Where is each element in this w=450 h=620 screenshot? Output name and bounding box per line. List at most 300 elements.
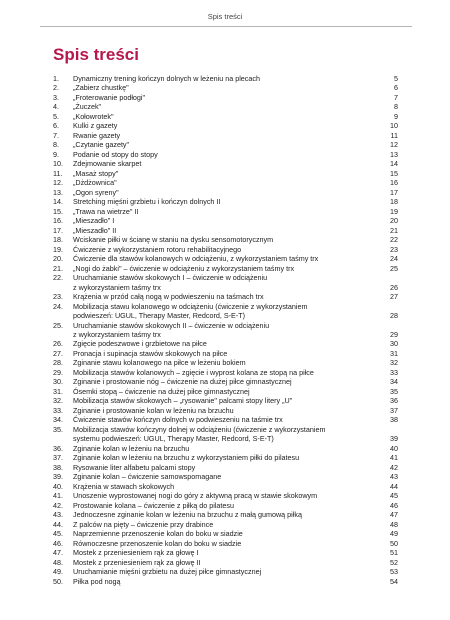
toc-entry-text: Uruchamianie stawów skokowych II – ćwiczenie w odciążeniu [73,320,270,330]
toc-entry-text: Zginanie i prostowanie nóg – ćwiczenie na dużej piłce gimnastycznej [73,377,292,387]
toc-entry-text: systemu podwieszeń: UGUL, Therapy Master, Redcord, S-E-T) [73,434,274,444]
toc-entry-text: Ćwiczenie z wykorzystaniem rotoru rehabilitacyjnego [73,244,242,254]
toc-entry-line [73,567,398,576]
toc-entry-number: 22. [53,273,63,283]
toc-entry-line [73,112,398,121]
toc-page-number: 52 [390,557,398,567]
toc-entry-text: Mostek z przeniesieniem rąk za głowę I [73,548,199,558]
toc-entry-title [73,453,398,462]
toc-entry-text: Krążenia w przód całą nogą w podwieszeniu na taśmach trx [73,292,264,302]
toc-page-number: 46 [390,500,398,510]
header-divider [40,26,412,27]
toc-entry-title [73,83,398,92]
toc-page-number: 25 [390,263,398,273]
toc-entry [53,368,398,377]
toc-entry-line [73,140,398,149]
toc-page-number [376,273,398,282]
toc-entry-line [73,102,398,111]
toc-entry-line [73,93,398,102]
toc-entry-text: Zginanie kolan w leżeniu na brzuchu [73,443,190,453]
toc-entry-text: „Czytanie gazety" [73,140,130,150]
toc-entry-line [73,131,398,140]
toc-entry-number: 32. [53,396,63,406]
toc-entry-text: „Kołowrotek" [73,111,114,121]
toc-entry-text: Rwanie gazety [73,130,121,140]
toc-entry-title [73,159,398,168]
toc-entry [53,226,398,235]
toc-entry-line [73,321,398,330]
toc-entry-line [73,188,398,197]
toc-entry-line [73,245,398,254]
toc-entry-text: Mobilizacja stawów skokowych – „rysowanie" palcami stopy litery „U" [73,396,293,406]
toc-entry-number: 35. [53,424,63,434]
toc-entry [53,463,398,472]
toc-entry [53,491,398,500]
toc-entry-number: 38. [53,462,63,472]
toc-entry [53,302,398,321]
toc-entry-text: Jednoczesne zginanie kolan w leżeniu na brzuchu z małą gumową piłką [73,510,302,520]
toc-entry-title [73,491,398,500]
toc-entry-number: 1. [53,74,59,83]
toc-page-number [376,321,398,330]
toc-page-number: 31 [390,348,398,358]
toc-entry [53,159,398,168]
toc-entry [53,453,398,462]
toc-entry [53,178,398,187]
toc-entry-line [73,491,398,500]
toc-entry [53,415,398,424]
toc-entry-title [73,472,398,481]
toc-entry-line [73,358,398,367]
toc-page-number: 53 [390,567,398,577]
toc-page-number: 50 [390,538,398,548]
toc-entry-line [73,577,398,586]
toc-entry-title [73,567,398,576]
toc-entry-title [73,169,398,178]
toc-entry [53,539,398,548]
toc-entry-title [73,74,398,83]
toc-entry-title [73,188,398,197]
toc-entry [53,216,398,225]
toc-entry [53,273,398,292]
toc-page-number: 33 [390,367,398,377]
toc-entry-title [73,292,398,301]
toc-entry-text: Prostowanie kolana – ćwiczenie z piłką do pilatesu [73,500,235,510]
toc-entry [53,577,398,586]
toc-entry-line [73,339,398,348]
toc-entry-text: Zginanie kolan w leżeniu na brzuchu z wykorzystaniem piłki do pilatesu [73,453,300,463]
toc-entry-title [73,131,398,140]
toc-entry-number: 44. [53,519,63,529]
toc-entry-text: Dynamiczny trening kończyn dolnych w leżeniu na plecach [73,74,260,83]
toc-entry-number: 17. [53,225,63,235]
toc-page-number: 54 [390,576,398,586]
toc-entry-number: 6. [53,121,59,131]
toc-entry-text: Zdejmowanie skarpet [73,159,142,169]
toc-page-number: 36 [390,396,398,406]
toc-entry-title [73,520,398,529]
toc-entry-text: „Froterowanie podłogi" [73,92,146,102]
page-title: Spis treści [53,45,139,64]
toc-entry-title [73,377,398,386]
running-header: Spis treści [207,12,243,21]
toc-entry-number: 39. [53,472,63,482]
toc-entry-text: Rysowanie liter alfabetu palcami stopy [73,462,196,472]
toc-entry [53,529,398,538]
toc-entry-title [73,93,398,102]
toc-entry-number: 37. [53,453,63,463]
toc-entry-number: 25. [53,320,63,330]
toc-entry-line [73,235,398,244]
toc-entry [53,444,398,453]
toc-entry-number: 18. [53,235,63,245]
toc-entry [53,396,398,405]
toc-entry-text: Z palców na pięty – ćwiczenie przy drabince [73,519,214,529]
toc-entry [53,292,398,301]
toc-entry-line [73,302,398,311]
toc-entry-line [73,349,398,358]
toc-entry [53,567,398,576]
toc-entry-number: 4. [53,102,59,112]
toc-entry-title [73,387,398,396]
toc-entry-number: 23. [53,292,63,302]
toc-entry [53,102,398,111]
toc-entry-text: Zginanie i prostowanie kolan w leżeniu na brzuchu [73,405,234,415]
toc-page-number [376,302,398,311]
toc-entry-number: 40. [53,481,63,491]
toc-page-number: 27 [390,292,398,302]
toc-entry-text: „Masaż stopy" [73,168,119,178]
toc-entry-text: Uruchamianie mięśni grzbietu na dużej piłce gimnastycznej [73,567,262,577]
toc-entry-text: „Trawa na wietrze" II [73,206,139,216]
toc-entry-line [73,472,398,481]
toc-entry-number: 5. [53,111,59,121]
toc-page-number: 41 [390,453,398,463]
toc-entry [53,169,398,178]
toc-entry [53,121,398,130]
toc-entry-title [73,112,398,121]
toc-page-number: 19 [390,206,398,216]
toc-entry [53,482,398,491]
toc-page-number: 10 [390,121,398,131]
toc-entry [53,387,398,396]
toc-entry-text: Mobilizacja stawu kolanowego w odciążeniu (ćwiczenie z wykorzystaniem [73,301,308,311]
toc-entry [53,140,398,149]
toc-entry-number: 49. [53,567,63,577]
toc-entry-line [73,529,398,538]
toc-page-number: 8 [394,102,398,112]
toc-page-number: 21 [390,225,398,235]
toc-entry-line [73,264,398,273]
toc-entry-line [73,520,398,529]
toc-page-number: 6 [394,83,398,93]
toc-entry [53,235,398,244]
toc-entry [53,150,398,159]
toc-entry-text: Mobilizacja stawów kończyny dolnej w odciążeniu (ćwiczenie z wykorzystaniem [73,424,326,434]
toc-entry-number: 43. [53,510,63,520]
toc-entry-text: Uruchamianie stawów skokowych I – ćwiczenie w odciążeniu [73,273,268,283]
toc-entry-number: 45. [53,529,63,539]
toc-page-number: 35 [390,386,398,396]
toc-entry-number: 16. [53,216,63,226]
toc-page-number: 13 [390,149,398,159]
toc-entry [53,264,398,273]
toc-entry [53,358,398,367]
toc-entry-number: 27. [53,348,63,358]
toc-entry-title [73,302,398,321]
toc-entry-number: 7. [53,130,59,140]
toc-entry [53,93,398,102]
toc-entry-number: 47. [53,548,63,558]
toc-entry-title [73,235,398,244]
toc-entry-title [73,406,398,415]
toc-entry-title [73,226,398,235]
toc-page-number: 43 [390,472,398,482]
toc-page-number: 26 [390,282,398,292]
toc-entry-title [73,140,398,149]
toc-entry-title [73,558,398,567]
toc-entry-number: 10. [53,159,63,169]
toc-entry-line [73,283,398,292]
toc-entry-text: „Mieszadło" I [73,216,115,226]
toc-entry-title [73,548,398,557]
toc-entry-text: z wykorzystaniem taśmy trx [73,282,161,292]
toc-entry-title [73,102,398,111]
toc-page-number: 20 [390,216,398,226]
toc-entry-number: 21. [53,263,63,273]
toc-page-number: 49 [390,529,398,539]
toc-entry [53,83,398,92]
toc-entry-number: 24. [53,301,63,311]
toc-entry-line [73,74,398,83]
toc-entry-line [73,510,398,519]
toc-entry-title [73,444,398,453]
toc-entry-title [73,273,398,292]
toc-entry-line [73,273,398,282]
toc-entry-number: 31. [53,386,63,396]
toc-page-number: 17 [390,187,398,197]
toc-entry-text: Naprzemienne przenoszenie kolan do boku w siadzie [73,529,243,539]
toc-entry-line [73,501,398,510]
toc-page-number: 23 [390,244,398,254]
toc-entry-text: Ósemki stopą – ćwiczenie na dużej piłce gimnastycznej [73,386,250,396]
toc-entry-number: 3. [53,92,59,102]
toc-entry [53,188,398,197]
toc-entry-line [73,539,398,548]
toc-entry-text: Podanie od stopy do stopy [73,149,158,159]
toc-entry-number: 36. [53,443,63,453]
toc-entry-line [73,159,398,168]
toc-page-number: 34 [390,377,398,387]
toc-page-number: 22 [390,235,398,245]
toc-entry-line [73,368,398,377]
toc-page-number: 9 [394,111,398,121]
toc-entry-line [73,169,398,178]
toc-page-number: 32 [390,358,398,368]
toc-entry-text: z wykorzystaniem taśmy trx [73,330,161,339]
toc-entry-number: 11. [53,168,63,178]
toc-entry [53,339,398,348]
toc-entry-number: 2. [53,83,59,93]
toc-entry [53,472,398,481]
toc-entry-line [73,387,398,396]
toc-entry-text: Równoczesne przenoszenie kolan do boku w siadzie [73,538,242,548]
toc-entry-text: Ćwiczenie stawów kończyn dolnych w podwieszeniu na taśmie trx [73,415,283,425]
toc-entry-line [73,121,398,130]
toc-entry-line [73,463,398,472]
toc-entry-title [73,396,398,405]
toc-entry [53,510,398,519]
toc-entry-title [73,216,398,225]
toc-entry-number: 41. [53,491,63,501]
toc-page-number: 11 [390,130,398,140]
toc-entry-line [73,330,398,339]
toc-page-number: 42 [390,462,398,472]
toc-entry-text: Wciskanie piłki w ścianę w staniu na dysku sensomotorycznym [73,235,274,245]
toc-entry-line [73,425,398,434]
toc-page-number [376,425,398,434]
toc-entry [53,74,398,83]
toc-entry [53,197,398,206]
toc-entry-text: „Żuczek" [73,102,102,112]
toc-entry-number: 15. [53,206,63,216]
toc-entry-number: 14. [53,197,63,207]
toc-entry-title [73,463,398,472]
toc-entry [53,131,398,140]
toc-entry [53,112,398,121]
toc-page-number: 45 [390,491,398,501]
toc-page-number: 14 [390,159,398,169]
toc-entry-text: Unoszenie wyprostowanej nogi do góry z aktywną pracą w stawie skokowym [73,491,318,501]
toc-entry-number: 46. [53,538,63,548]
toc-entry-line [73,254,398,263]
toc-entry-line [73,415,398,424]
table-of-contents [53,74,398,586]
toc-entry-line [73,311,398,320]
toc-entry-line [73,548,398,557]
toc-page-number: 24 [390,254,398,264]
toc-entry-title [73,178,398,187]
toc-entry-text: „Nogi do żabki" – ćwiczenie w odciążeniu z wykorzystaniem taśmy trx [73,263,295,273]
toc-entry-number: 42. [53,500,63,510]
toc-entry-title [73,358,398,367]
toc-entry-text: „Zabierz chustkę" [73,83,129,93]
toc-entry-text: „Ogon syreny" [73,187,119,197]
toc-entry-line [73,197,398,206]
toc-entry-number: 26. [53,339,63,349]
toc-entry [53,245,398,254]
toc-entry-title [73,197,398,206]
toc-entry [53,548,398,557]
toc-entry-line [73,434,398,443]
toc-entry-number: 8. [53,140,59,150]
toc-entry-title [73,482,398,491]
toc-entry-text: Piłka pod nogą [73,576,121,586]
toc-entry-line [73,226,398,235]
toc-entry-line [73,207,398,216]
toc-entry-text: Pronacja i supinacja stawów skokowych na piłce [73,348,228,358]
toc-entry-line [73,216,398,225]
toc-entry-text: Zginanie kolan – ćwiczenie samowspomagane [73,472,222,482]
toc-entry-text: Krążenia w stawach skokowych [73,481,175,491]
toc-entry-line [73,292,398,301]
toc-entry-title [73,264,398,273]
toc-page-number: 40 [390,443,398,453]
toc-entry [53,254,398,263]
toc-entry-line [73,482,398,491]
toc-page-number: 16 [390,178,398,188]
toc-entry [53,501,398,510]
toc-page-number: 38 [390,415,398,425]
toc-entry-number: 19. [53,244,63,254]
toc-entry-title [73,501,398,510]
toc-entry-title [73,510,398,519]
toc-entry-text: Zgięcie podeszwowe i grzbietowe na piłce [73,339,207,349]
toc-entry-title [73,150,398,159]
toc-entry [53,520,398,529]
toc-entry-title [73,254,398,263]
toc-entry-line [73,83,398,92]
toc-entry-title [73,339,398,348]
toc-entry-text: „Mieszadło" II [73,225,117,235]
toc-entry-text: „Dżdżownica" [73,178,117,188]
toc-entry-title [73,121,398,130]
toc-entry-title [73,245,398,254]
toc-entry-line [73,178,398,187]
toc-entry [53,558,398,567]
toc-entry-text: Mobilizacja stawów kolanowych – zgięcie i wyprost kolana ze stopą na piłce [73,367,314,377]
toc-entry-number: 33. [53,405,63,415]
toc-entry-title [73,349,398,358]
toc-entry-text: Zginanie stawu kolanowego na piłce w leżeniu bokiem [73,358,246,368]
toc-entry [53,321,398,340]
toc-entry-text: Ćwiczenie dla stawów kolanowych w odciążeniu, z wykorzystaniem taśmy trx [73,254,319,264]
toc-page-number: 30 [390,339,398,349]
toc-page-number: 28 [390,311,398,321]
toc-entry-title [73,368,398,377]
toc-entry [53,406,398,415]
toc-entry-text: Kulki z gazety [73,121,118,131]
toc-entry-line [73,558,398,567]
toc-entry-line [73,150,398,159]
toc-entry-line [73,406,398,415]
toc-entry-title [73,529,398,538]
toc-entry-line [73,444,398,453]
toc-entry [53,207,398,216]
toc-page-number: 39 [390,434,398,444]
toc-page-number: 5 [394,74,398,83]
toc-entry-line [73,377,398,386]
toc-entry-number: 9. [53,149,59,159]
toc-entry-number: 48. [53,557,63,567]
toc-entry-title [73,415,398,424]
toc-entry-line [73,396,398,405]
toc-entry-title [73,577,398,586]
toc-entry-number: 50. [53,576,63,586]
toc-page-number: 48 [390,519,398,529]
toc-entry-title [73,321,398,340]
toc-page-number: 18 [390,197,398,207]
toc-entry-line [73,453,398,462]
toc-page-number: 44 [390,481,398,491]
toc-entry [53,377,398,386]
toc-page-number: 47 [390,510,398,520]
toc-entry-number: 30. [53,377,63,387]
toc-entry-number: 13. [53,187,63,197]
toc-page-number: 37 [390,405,398,415]
toc-entry-number: 29. [53,367,63,377]
toc-entry-text: Stretching mięśni grzbietu i kończyn dolnych II [73,197,221,207]
